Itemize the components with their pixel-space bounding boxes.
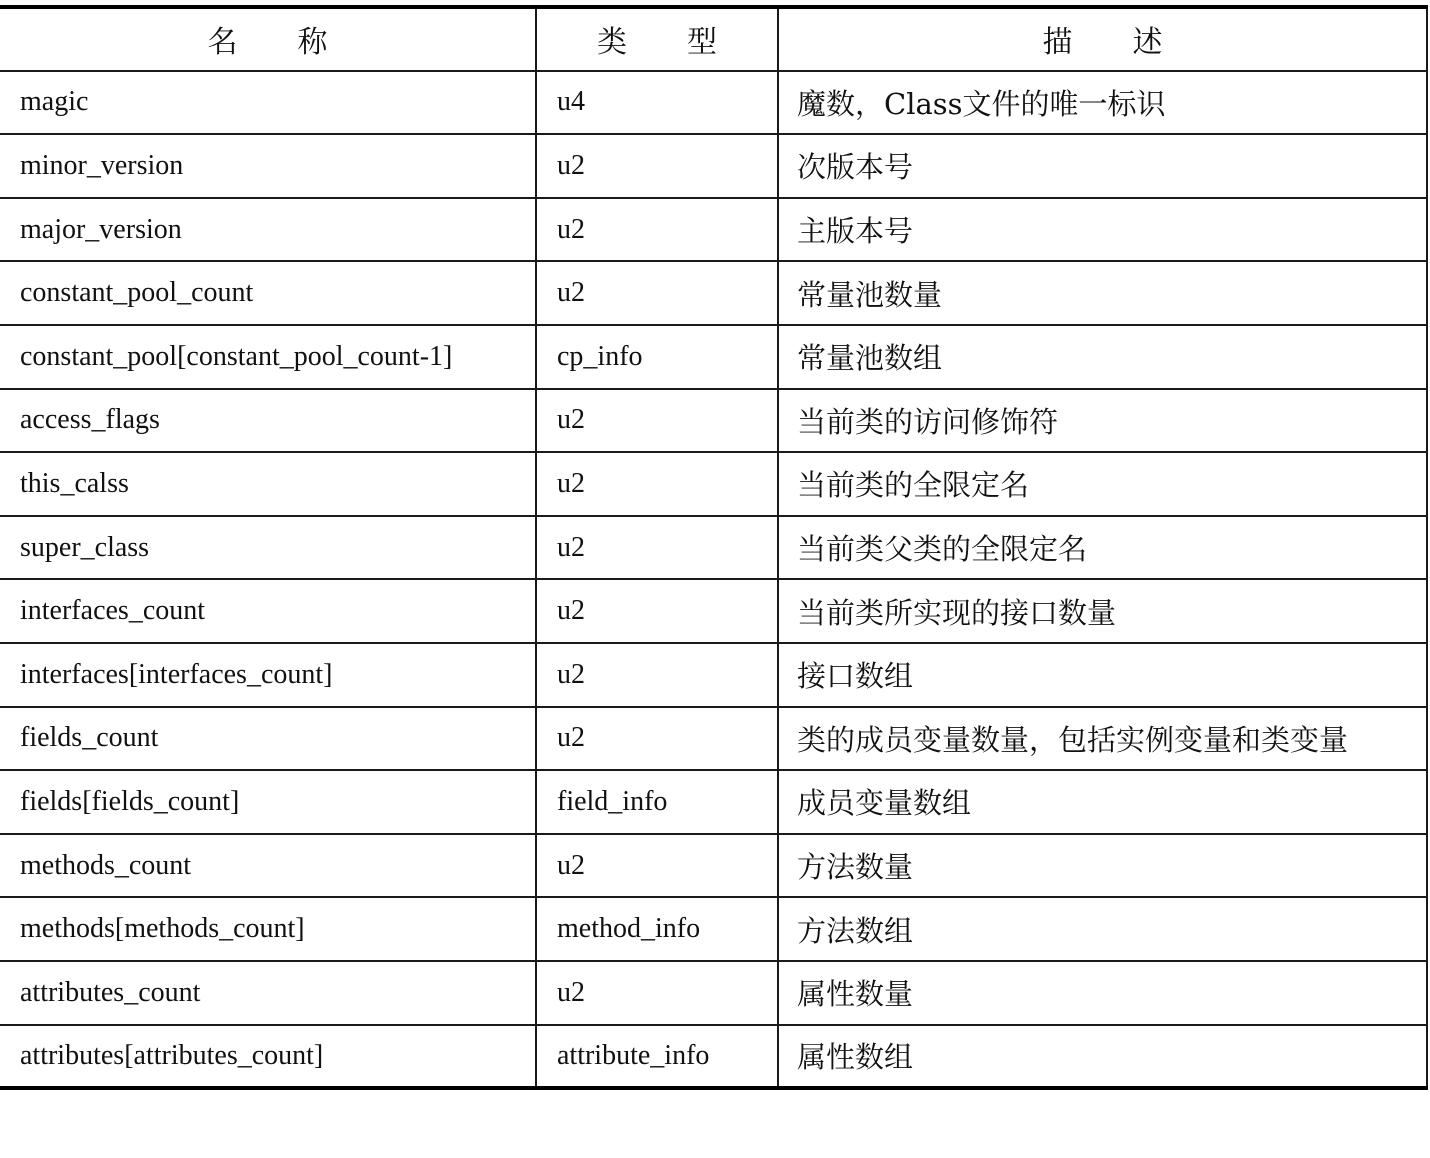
cell-type: u2: [536, 516, 778, 580]
cell-type: u2: [536, 198, 778, 262]
cell-description: 类的成员变量数量，包括实例变量和类变量: [778, 707, 1427, 771]
table-row: [0, 452, 1427, 516]
table-row: [0, 579, 1427, 643]
header-row: [0, 7, 1427, 71]
table-row: [0, 707, 1427, 771]
table-row: [0, 516, 1427, 580]
table-row: [0, 198, 1427, 262]
cell-type: u2: [536, 452, 778, 516]
cell-description: 接口数组: [778, 643, 1427, 707]
cell-name: constant_pool[constant_pool_count-1]: [0, 325, 536, 389]
cell-type: u2: [536, 643, 778, 707]
cell-type: u2: [536, 261, 778, 325]
cell-type: u4: [536, 71, 778, 135]
class-file-structure-table-wrapper: [0, 5, 1427, 1090]
cell-description: 魔数，Class文件的唯一标识: [778, 71, 1427, 135]
cell-type: u2: [536, 134, 778, 198]
cell-name: super_class: [0, 516, 536, 580]
table-row: [0, 897, 1427, 961]
table-row: [0, 961, 1427, 1025]
cell-type: u2: [536, 389, 778, 453]
class-file-structure-table: [0, 5, 1428, 1090]
cell-type: u2: [536, 834, 778, 898]
cell-description: 属性数量: [778, 961, 1427, 1025]
header-name: 名 称: [0, 7, 536, 71]
cell-description: 常量池数组: [778, 325, 1427, 389]
cell-type: cp_info: [536, 325, 778, 389]
cell-description: 当前类的访问修饰符: [778, 389, 1427, 453]
table-row: [0, 325, 1427, 389]
header-description: 描 述: [778, 7, 1427, 71]
cell-name: major_version: [0, 198, 536, 262]
cell-description: 主版本号: [778, 198, 1427, 262]
table-row: [0, 261, 1427, 325]
table-body: [0, 71, 1427, 1089]
cell-description: 当前类的全限定名: [778, 452, 1427, 516]
header-type: 类 型: [536, 7, 778, 71]
table-row: [0, 389, 1427, 453]
cell-name: methods[methods_count]: [0, 897, 536, 961]
cell-name: fields_count: [0, 707, 536, 771]
cell-name: this_calss: [0, 452, 536, 516]
cell-description: 方法数量: [778, 834, 1427, 898]
cell-name: methods_count: [0, 834, 536, 898]
cell-type: field_info: [536, 770, 778, 834]
table-row: [0, 71, 1427, 135]
cell-name: constant_pool_count: [0, 261, 536, 325]
cell-description: 成员变量数组: [778, 770, 1427, 834]
cell-description: 当前类父类的全限定名: [778, 516, 1427, 580]
cell-type: method_info: [536, 897, 778, 961]
table-row: [0, 1025, 1427, 1089]
table-row: [0, 770, 1427, 834]
cell-name: attributes_count: [0, 961, 536, 1025]
cell-type: u2: [536, 707, 778, 771]
cell-name: access_flags: [0, 389, 536, 453]
cell-name: fields[fields_count]: [0, 770, 536, 834]
table-row: [0, 834, 1427, 898]
cell-description: 常量池数量: [778, 261, 1427, 325]
cell-description: 当前类所实现的接口数量: [778, 579, 1427, 643]
cell-type: u2: [536, 579, 778, 643]
table-row: [0, 134, 1427, 198]
cell-name: interfaces[interfaces_count]: [0, 643, 536, 707]
cell-description: 属性数组: [778, 1025, 1427, 1089]
table-header: [0, 7, 1427, 71]
cell-name: magic: [0, 71, 536, 135]
table-row: [0, 643, 1427, 707]
cell-name: attributes[attributes_count]: [0, 1025, 536, 1089]
cell-description: 次版本号: [778, 134, 1427, 198]
cell-type: attribute_info: [536, 1025, 778, 1089]
cell-description: 方法数组: [778, 897, 1427, 961]
cell-name: interfaces_count: [0, 579, 536, 643]
cell-name: minor_version: [0, 134, 536, 198]
cell-type: u2: [536, 961, 778, 1025]
